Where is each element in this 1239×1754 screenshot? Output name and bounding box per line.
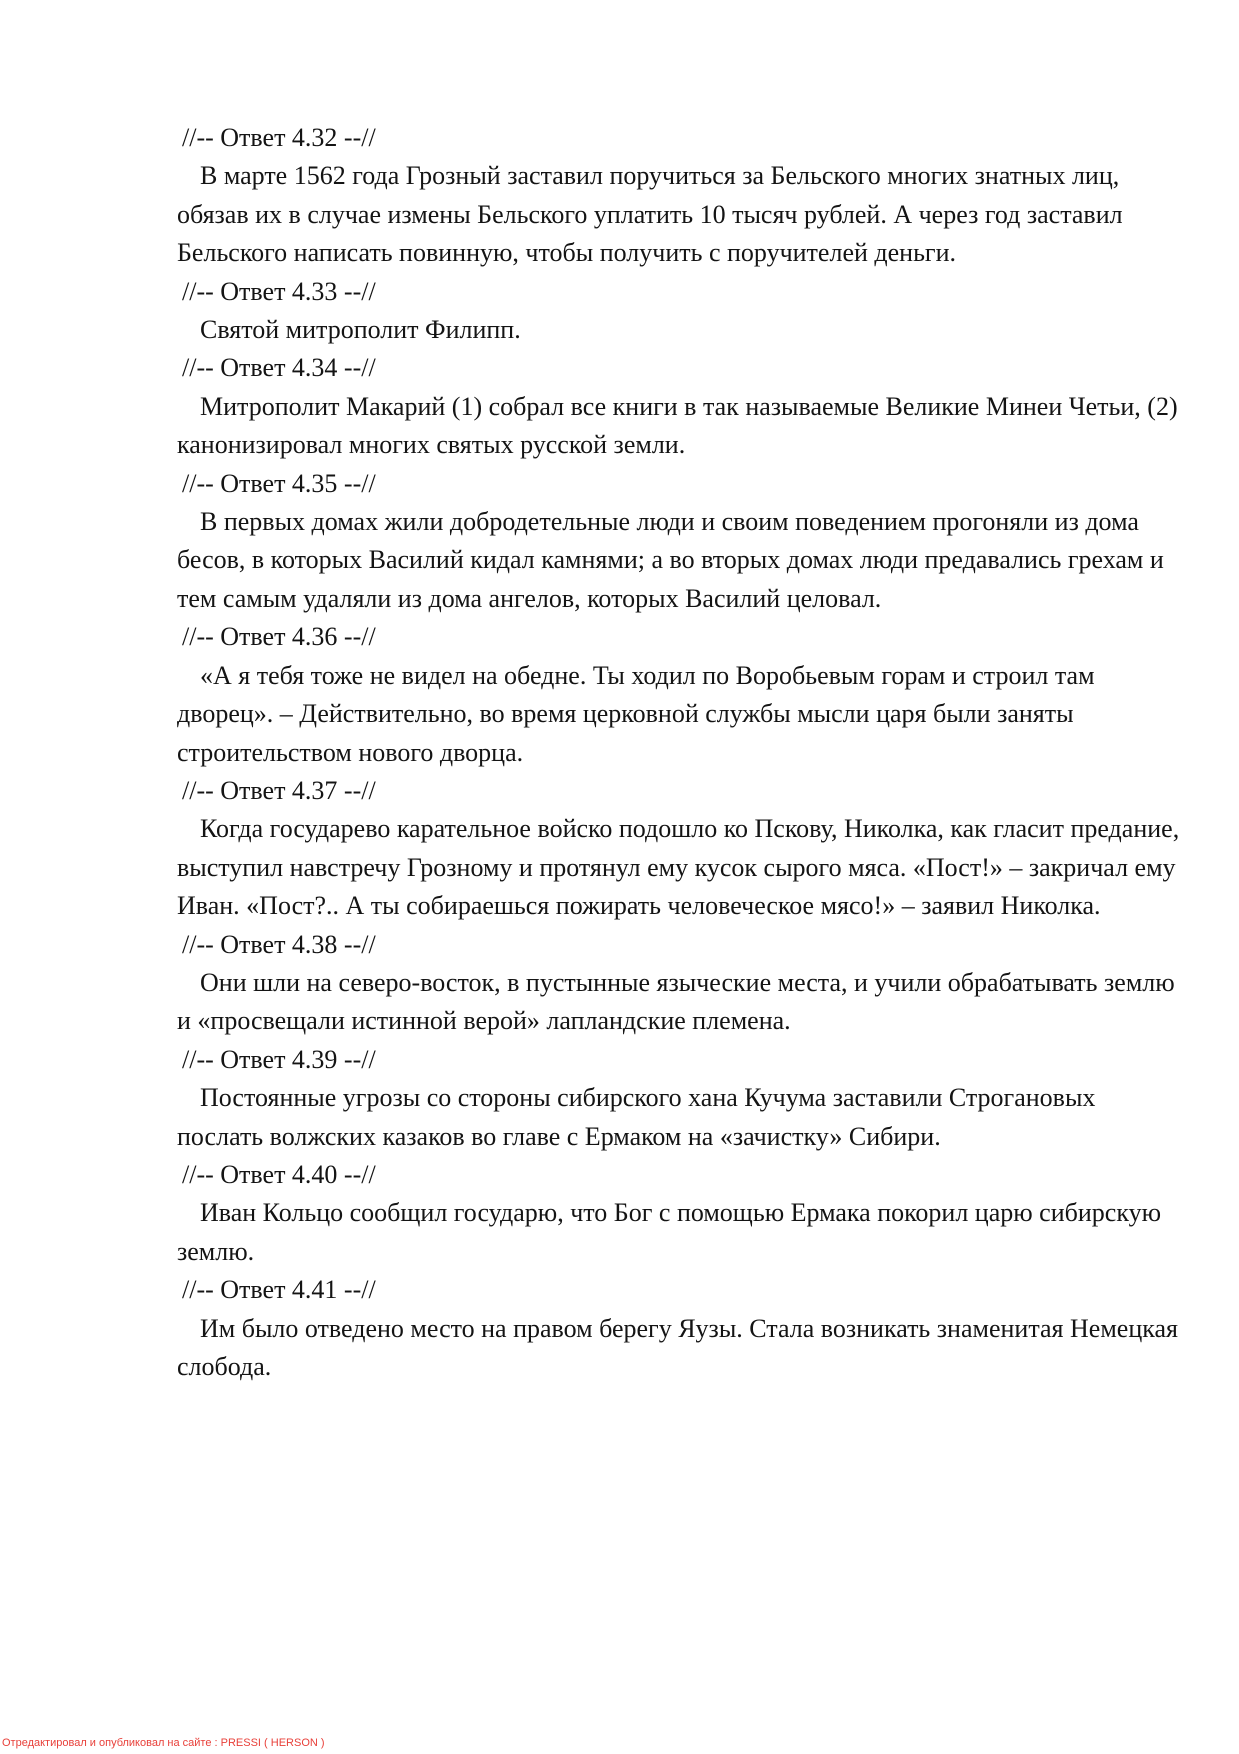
answer-header: //-- Ответ 4.32 --// [182, 123, 376, 152]
answer-header: //-- Ответ 4.40 --// [182, 1159, 376, 1189]
answer-header: //-- Ответ 4.33 --// [182, 276, 376, 306]
answer-block [177, 119, 1187, 273]
answer-text: Им было отведено место на правом берегу Яузы. Стала возникать знаменитая Немецкая слобода. [177, 1313, 1178, 1381]
answer-header: //-- Ответ 4.34 --// [182, 353, 376, 383]
answer-header: //-- Ответ 4.35 --// [182, 468, 376, 498]
answer-block [177, 465, 1187, 619]
answer-block [177, 618, 1187, 772]
answer-header: //-- Ответ 4.41 --// [182, 1275, 376, 1305]
answer-text: Митрополит Макарий (1) собрал все книги в так называемые Великие Минеи Четьи, (2) канонизировал многих святых русской земли. [177, 391, 1178, 460]
answer-block [177, 772, 1187, 926]
answer-block [177, 273, 1187, 350]
answer-header: //-- Ответ 4.38 --// [182, 929, 376, 959]
answer-header: //-- Ответ 4.36 --// [182, 622, 376, 652]
answer-text: Иван Кольцо сообщил государю, что Бог с помощью Ермака покорил царю сибирскую землю. [177, 1198, 1162, 1266]
answer-block [177, 926, 1187, 1041]
answer-block [177, 1271, 1187, 1386]
answer-text: В первых домах жили добродетельные люди и своим поведением прогоняли из дома бесов, в которых Василий кидал камнями; а во вторых домах люди предавались грехам и тем самым удаляли из дома ангелов, которых Василий целовал. [177, 507, 1164, 613]
answer-header: //-- Ответ 4.39 --// [182, 1044, 376, 1074]
answer-text: Они шли на северо-восток, в пустынные языческие места, и учили обрабатывать землю и «просвещали истинной верой» лапландские племена. [177, 967, 1175, 1036]
answer-text: «А я тебя тоже не видел на обедне. Ты ходил по Воробьевым горам и строил там дворец». – Действительно, во время церковной службы мысли царя были заняты строительством нового дворца. [177, 660, 1095, 767]
answer-block [177, 349, 1187, 464]
answer-header: //-- Ответ 4.37 --// [182, 775, 376, 805]
answer-text: Постоянные угрозы со стороны сибирского хана Кучума заставили Строгановых послать волжских казаков во главе с Ермаком на «зачистку» Сибири. [177, 1083, 1096, 1151]
answer-text: Святой митрополит Филипп. [200, 315, 521, 345]
answer-block [177, 1041, 1187, 1156]
answers-list [177, 119, 1187, 1386]
answer-text: В марте 1562 года Грозный заставил поручиться за Бельского многих знатных лиц, обязав их в случае измены Бельского уплатить 10 тысяч рублей. А через год заставил Бельского написать повинную, чтобы получить с поручителей деньги. [177, 161, 1123, 268]
answer-text: Когда государево карательное войско подошло ко Пскову, Николка, как гласит предание, выступил навстречу Грозному и протянул ему кусок сырого мяса. «Пост!» – закричал ему Иван. «Пост?.. А ты собираешься пожирать человеческое мясо!» – заявил Николка. [177, 814, 1180, 921]
publisher-footer-note: Отредактировал и опубликовал на сайте : PRESSI ( HERSON ) [2, 1737, 325, 1749]
answer-block [177, 1156, 1187, 1271]
